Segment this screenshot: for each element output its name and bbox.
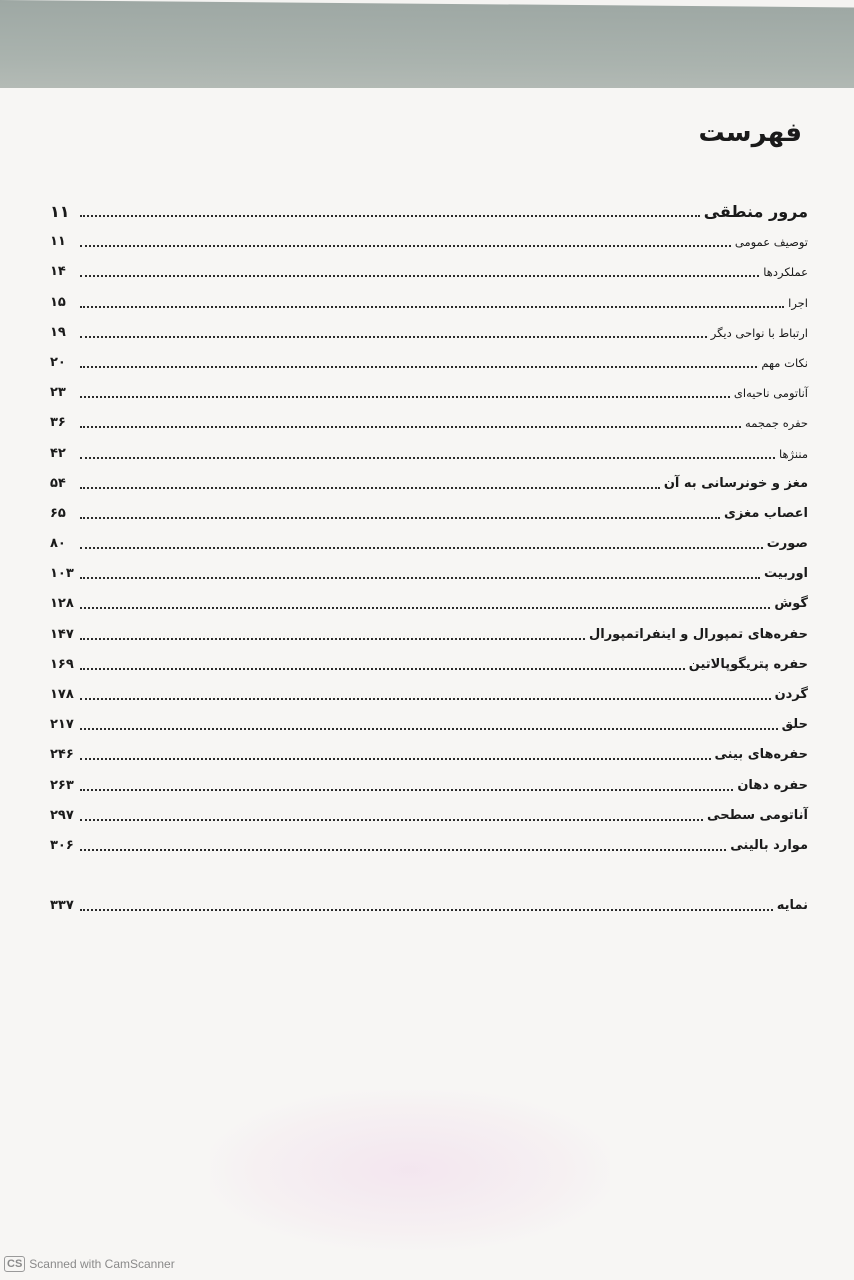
toc-entry-page-number: ۱۴۷ bbox=[50, 626, 74, 642]
toc-entry bbox=[50, 582, 808, 612]
toc-dot-leader bbox=[80, 697, 771, 700]
toc-entry bbox=[50, 401, 808, 431]
toc-entry-label: حفره دهان bbox=[737, 777, 808, 793]
toc-entry bbox=[50, 311, 808, 341]
toc-dot-leader bbox=[80, 365, 757, 368]
toc-entry-label: نکات مهم bbox=[761, 355, 808, 370]
toc-entry-label: گوش bbox=[774, 596, 808, 612]
toc-entry-label: مننژها bbox=[778, 446, 808, 461]
toc-dot-leader bbox=[80, 395, 730, 398]
toc-dot-leader bbox=[80, 848, 726, 851]
toc-dot-leader bbox=[80, 576, 760, 579]
toc-entry-label: آناتومی سطحی bbox=[707, 807, 808, 823]
camscanner-logo: CS bbox=[4, 1256, 25, 1272]
toc-entry-page-number: ۱۹ bbox=[50, 324, 66, 340]
toc-entry-page-number: ۳۶ bbox=[50, 415, 66, 431]
toc-dot-leader bbox=[80, 244, 731, 247]
toc-entry-page-number: ۱۶۹ bbox=[50, 656, 74, 672]
toc-entry-page-number: ۲۱۷ bbox=[50, 717, 74, 733]
toc-entry-page-number: ۱۱ bbox=[50, 202, 70, 221]
toc-entry-label: اعصاب مغزی bbox=[723, 505, 808, 521]
toc-entry bbox=[50, 824, 808, 854]
toc-entry bbox=[50, 492, 808, 522]
toc-entry-label: مرور منطقی bbox=[703, 202, 808, 221]
scanner-text: Scanned with CamScanner bbox=[29, 1257, 175, 1271]
toc-entry-label: اوربیت bbox=[764, 566, 808, 582]
toc-dot-leader bbox=[80, 908, 773, 911]
toc-entry-page-number: ۱۲۸ bbox=[50, 596, 74, 612]
toc-entry-page-number: ۱۰۳ bbox=[50, 566, 74, 582]
toc-dot-leader bbox=[80, 546, 763, 549]
toc-entry-label: توصیف عمومی bbox=[734, 235, 808, 250]
toc-entry bbox=[50, 280, 808, 310]
toc-dot-leader bbox=[80, 305, 784, 308]
toc-entry-page-number: ۳۳۷ bbox=[50, 898, 74, 914]
toc-dot-leader bbox=[80, 456, 775, 459]
toc-dot-leader bbox=[80, 727, 778, 730]
toc-entry bbox=[50, 552, 808, 582]
toc-dot-leader bbox=[80, 667, 685, 670]
toc-dot-leader bbox=[80, 757, 711, 760]
toc-entry bbox=[50, 186, 808, 220]
toc-entry-page-number: ۱۵ bbox=[50, 294, 66, 310]
toc-dot-leader bbox=[80, 818, 703, 821]
toc-entry-page-number: ۲۹۷ bbox=[50, 807, 74, 823]
toc-entry-page-number: ۲۶۳ bbox=[50, 777, 74, 793]
toc-entry bbox=[50, 673, 808, 703]
toc-dot-leader bbox=[80, 788, 733, 791]
toc-entry-page-number: ۱۴ bbox=[50, 264, 66, 280]
toc-entry-page-number: ۲۳ bbox=[50, 385, 66, 401]
toc-entry-label: ارتباط با نواحی دیگر bbox=[710, 325, 808, 340]
toc-entry-label: گردن bbox=[774, 687, 808, 702]
toc-entry-label: حفره جمجمه bbox=[745, 416, 808, 431]
toc-entry-label: آناتومی ناحیه‌ای bbox=[733, 386, 808, 401]
toc-entry bbox=[50, 522, 808, 552]
toc-entry-page-number: ۳۰۶ bbox=[50, 837, 74, 853]
toc-dot-leader bbox=[80, 606, 770, 609]
toc-entry bbox=[50, 250, 808, 280]
toc-entry bbox=[50, 763, 808, 793]
toc-entry-page-number: ۲۴۶ bbox=[50, 747, 74, 763]
toc-dot-leader bbox=[80, 637, 585, 640]
toc-entry-label: عملکردها bbox=[763, 265, 808, 280]
stamp-watermark bbox=[210, 1090, 610, 1250]
toc-entry bbox=[50, 643, 808, 673]
toc-entry-page-number: ۵۴ bbox=[50, 475, 66, 491]
toc-dot-leader bbox=[80, 335, 707, 338]
toc-entry bbox=[50, 371, 808, 401]
toc-entry-label: مغز و خونرسانی به آن bbox=[663, 475, 808, 491]
toc-entry-label: حفره پتریگوپالاتین bbox=[688, 656, 808, 672]
toc-entry-page-number: ۲۰ bbox=[50, 354, 66, 370]
toc-dot-leader bbox=[80, 425, 741, 428]
toc-entry-label: صورت bbox=[766, 536, 808, 552]
toc-entry-page-number: ۸۰ bbox=[50, 536, 66, 552]
toc-entry-label: حفره‌های بینی bbox=[714, 747, 808, 763]
toc-entry-page-number: ۱۱ bbox=[50, 234, 66, 250]
toc-entry-page-number: ۶۵ bbox=[50, 505, 66, 521]
toc-entry bbox=[50, 341, 808, 371]
toc-entry bbox=[50, 462, 808, 492]
toc-dot-leader bbox=[80, 274, 759, 277]
toc-entry-label: موارد بالینی bbox=[730, 837, 808, 853]
toc-entry-page-number: ۱۷۸ bbox=[50, 687, 74, 702]
toc-entry bbox=[50, 794, 808, 824]
toc-entry-label: حلق bbox=[781, 717, 808, 733]
scanner-footer bbox=[4, 1256, 175, 1272]
toc-entry-label: اجرا bbox=[788, 295, 808, 310]
toc-dot-leader bbox=[80, 486, 660, 489]
toc-entry bbox=[50, 884, 808, 914]
toc-entry bbox=[50, 733, 808, 763]
toc-entry bbox=[50, 431, 808, 461]
table-of-contents bbox=[50, 186, 808, 914]
toc-dot-leader bbox=[80, 516, 720, 519]
page-title: فهرست bbox=[698, 118, 802, 148]
toc-entry-label: نمایه bbox=[776, 898, 808, 914]
toc-entry-label: حفره‌های تمپورال و اینفراتمپورال bbox=[588, 626, 808, 642]
toc-dot-leader bbox=[80, 214, 700, 217]
toc-entry bbox=[50, 612, 808, 642]
toc-entry-page-number: ۴۲ bbox=[50, 445, 66, 461]
toc-entry bbox=[50, 703, 808, 733]
toc-entry bbox=[50, 220, 808, 250]
